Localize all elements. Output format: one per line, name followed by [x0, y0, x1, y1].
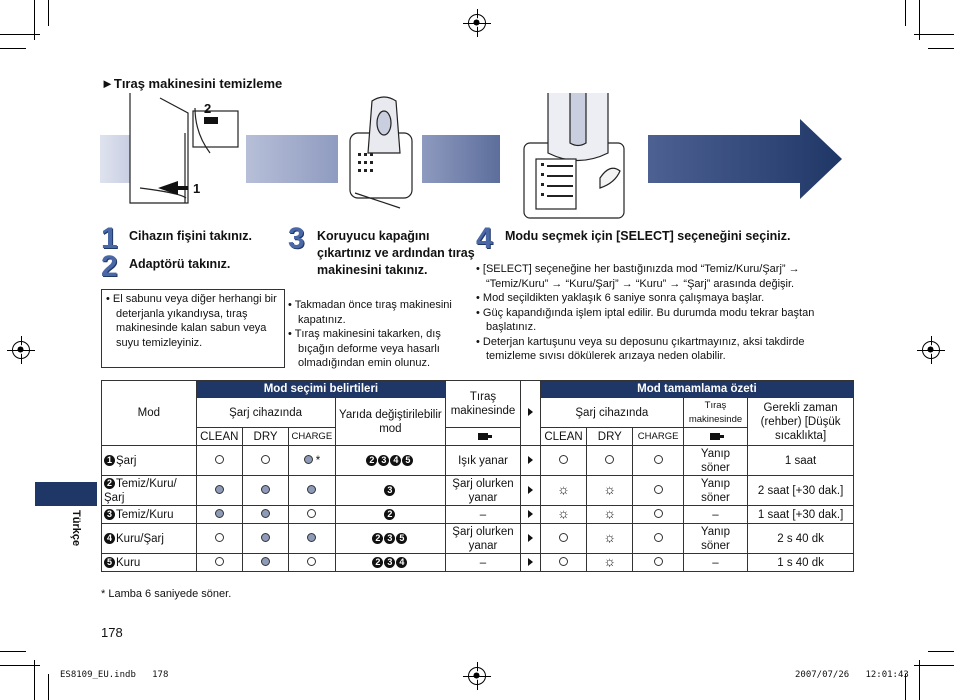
step-3-number: 3 [288, 222, 305, 255]
lamp-blink-icon: ☼ [603, 529, 617, 545]
triangle-icon: ► [101, 76, 114, 91]
table-row: 2 Temiz/Kuru/ Şarj 3 Şarj olurken yanar ☼ ☼ Yanıp söner 2 saat [+30 dak.] [102, 476, 854, 506]
lamp-off-icon [654, 557, 663, 566]
header-dry-2: DRY [587, 428, 633, 446]
lamp-blink-icon: ☼ [603, 481, 617, 497]
note-box: • El sabunu veya diğer herhangi bir deterjanla yıkandıysa, tıraş makinesinde kalan sabun veya suyu temizleyiniz. [101, 289, 285, 368]
lamp-blink-icon: ☼ [603, 505, 617, 521]
lamp-off-icon [307, 509, 316, 518]
lamp-off-icon [654, 509, 663, 518]
arrow-icon [528, 456, 533, 464]
lamp-off-icon [559, 455, 568, 464]
lamp-off-icon [215, 533, 224, 542]
step-1-number: 1 [101, 222, 118, 255]
lamp-off-icon [559, 533, 568, 542]
lamp-off-icon [215, 455, 224, 464]
step-4-text: Modu seçmek için [SELECT] seçeneğini seçiniz. [505, 229, 791, 243]
lamp-off-icon [307, 557, 316, 566]
svg-text:1: 1 [193, 181, 201, 196]
header-dry: DRY [242, 428, 288, 446]
lamp-on-icon [304, 455, 313, 464]
lamp-blink-icon: ☼ [603, 553, 617, 569]
plug-icon [478, 433, 488, 440]
step-4-number: 4 [476, 222, 493, 255]
lamp-off-icon [605, 455, 614, 464]
arrow-icon [528, 534, 533, 542]
lamp-on-icon [307, 485, 316, 494]
page-number: 178 [101, 625, 123, 640]
lamp-off-icon [654, 455, 663, 464]
section-title: ►Tıraş makinesini temizleme [101, 76, 283, 91]
footnote: * Lamba 6 saniyede söner. [101, 588, 232, 600]
lamp-on-icon [261, 533, 270, 542]
lamp-on-icon [261, 485, 270, 494]
table-row: 5 Kuru 2 3 4 – ☼ – 1 s 40 dk [102, 554, 854, 572]
header-clean-2: CLEAN [540, 428, 586, 446]
step-4-bullets: • [SELECT] seçeneğine her bastığınızda mod “Temiz/Kuru/Şarj” → “Temiz/Kuru” → “Kuru/Şarj” → “Kuru” → “Şarj” arasında değişir. • Mod seçildikten yaklaşık 6 saniye sonra çalışmaya başlar. • Güç kapandığında işlem iptal edilir. Bu durumda modu tekrar baştan başlatınız. • Deterjan kartuşunu veya su deposunu çıkartmayınız, aksi takdirde temizleme sıvısı dökülerek arızaya neden olabilir. [476, 263, 815, 362]
lamp-off-icon [654, 485, 663, 494]
arrow-icon [528, 558, 533, 566]
language-tab-label: Türkçe [70, 510, 82, 547]
registration-mark-bottom [468, 667, 486, 685]
lamp-on-icon [307, 533, 316, 542]
lamp-blink-icon: ☼ [557, 481, 570, 497]
table-row: 4 Kuru/Şarj 2 3 5 Şarj olurken yanar ☼ Yanıp söner 2 s 40 dk [102, 524, 854, 554]
lamp-off-icon [215, 557, 224, 566]
lamp-blink-icon: ☼ [557, 505, 570, 521]
lamp-on-icon [215, 485, 224, 494]
header-mode-select: Mod seçimi belirtileri [196, 381, 446, 398]
step-2-text: Adaptörü takınız. [129, 257, 231, 271]
footer-file: ES8109_EU.indb 178 [60, 670, 169, 680]
header-charger-left: Şarj cihazında [196, 398, 335, 428]
registration-mark-right [922, 341, 940, 359]
header-shaver-small: Tıraş makinesinde [683, 398, 747, 428]
header-charger-right: Şarj cihazında [540, 398, 683, 428]
lamp-off-icon [261, 455, 270, 464]
arrow-icon [528, 408, 533, 416]
header-clean: CLEAN [196, 428, 242, 446]
lamp-on-icon [215, 509, 224, 518]
header-mod: Mod [102, 381, 197, 446]
header-charge-2: CHARGE [633, 428, 683, 446]
arrow-icon [528, 510, 533, 518]
header-time: Gerekli zaman (rehber) [Düşük sıcaklıkta] [748, 398, 854, 446]
table-row: 3 Temiz/Kuru 2 – ☼ ☼ – 1 saat [+30 dak.] [102, 506, 854, 524]
step-3-text: Koruyucu kapağını çıkartınız ve ardından tıraş makinesini takınız. [317, 229, 475, 277]
footer-date: 2007/07/26 12:01:43 [795, 670, 909, 680]
lamp-off-icon [654, 533, 663, 542]
mode-table [101, 380, 854, 572]
registration-mark-top [468, 14, 486, 32]
header-replace: Yarıda değiştirilebilir mod [335, 398, 446, 446]
lamp-off-icon [559, 557, 568, 566]
step-2-number: 2 [101, 250, 118, 283]
step-1-text: Cihazın fişini takınız. [129, 229, 252, 243]
header-charge: CHARGE [289, 428, 335, 446]
registration-mark-left [12, 341, 30, 359]
lamp-on-icon [261, 557, 270, 566]
arrow-icon [528, 486, 533, 494]
language-tab [35, 482, 97, 506]
header-mode-complete: Mod tamamlama özeti [540, 381, 853, 398]
header-shaver: Tıraş makinesinde [446, 381, 520, 428]
illustration-banner [100, 93, 860, 223]
plug-icon [710, 433, 720, 440]
svg-text:2: 2 [204, 101, 212, 116]
table-row: 1 Şarj * 2 3 4 5 Işık yanar Yanıp söner 1 saat [102, 446, 854, 476]
lamp-on-icon [261, 509, 270, 518]
step-3-bullets: • Takmadan önce tıraş makinesini kapatınız. • Tıraş makinesini takarken, dış bıçağın deforme veya hasarlı olmadığından emin olunuz. [288, 299, 452, 369]
